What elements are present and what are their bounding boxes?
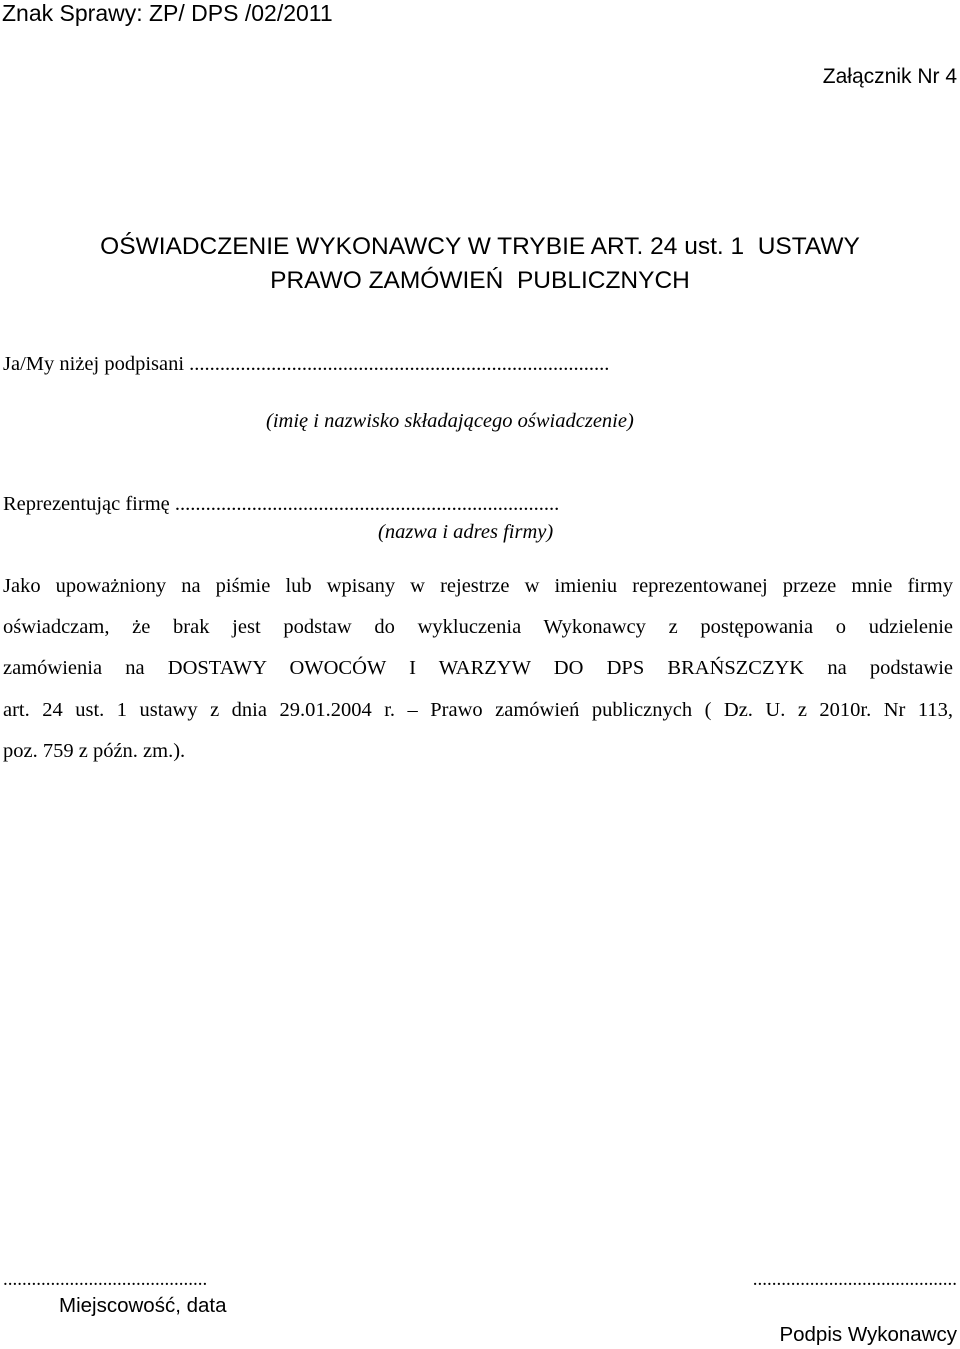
statement-line-3: zamówienia na DOSTAWY OWOCÓW I WARZYW DO DPS BRAŃSZCZYK na podstawie <box>3 657 953 679</box>
statement-line-1: Jako upoważniony na piśmie lub wpisany w rejestrze w imieniu reprezentowanej przeze mnie firmy <box>3 575 953 597</box>
company-hint: (nazwa i adres firmy) <box>378 521 554 543</box>
case-number: Znak Sprawy: ZP/ DPS /02/2011 <box>2 0 333 26</box>
company-field: Reprezentując firmę ........................................................................... <box>3 493 560 515</box>
attachment-label: Załącznik Nr 4 <box>822 65 957 88</box>
statement-line-2: oświadczam, że brak jest podstaw do wykluczenia Wykonawcy z postępowania o udzielenie <box>3 616 953 638</box>
statement-line-5: poz. 759 z późn. zm.). <box>3 740 186 762</box>
signer-hint: (imię i nazwisko składającego oświadczenie) <box>266 410 634 432</box>
place-date-dots: ........................................... <box>3 1269 208 1290</box>
signature-label: Podpis Wykonawcy <box>779 1323 957 1346</box>
statement-line-4: art. 24 ust. 1 ustawy z dnia 29.01.2004 r. – Prawo zamówień publicznych ( Dz. U. z 2010r. Nr 113, <box>3 699 953 721</box>
document-title-line-1: OŚWIADCZENIE WYKONAWCY W TRYBIE ART. 24 ust. 1 USTAWY <box>100 233 860 260</box>
document-title-line-2: PRAWO ZAMÓWIEŃ PUBLICZNYCH <box>270 267 690 294</box>
signer-field: Ja/My niżej podpisani .................................................................................. <box>3 353 610 375</box>
signature-dots: ........................................... <box>752 1269 957 1290</box>
place-date-label: Miejscowość, data <box>59 1294 227 1317</box>
